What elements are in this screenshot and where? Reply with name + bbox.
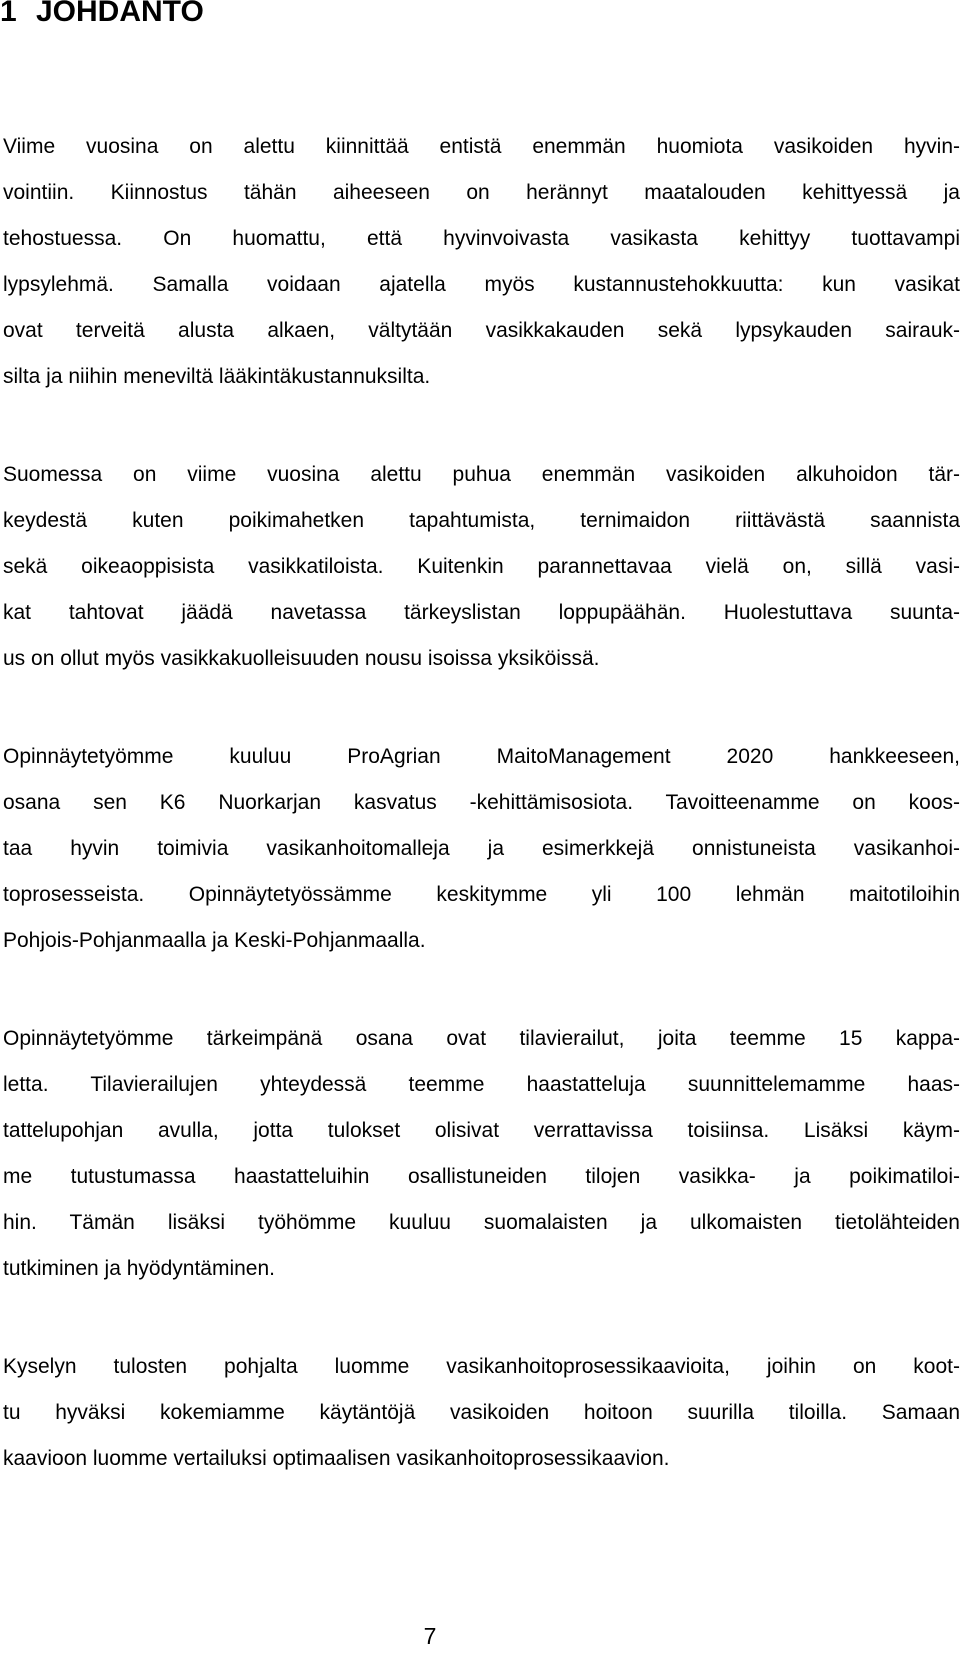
- paragraph-line: Suomessa on viime vuosina alettu puhua enemmän vasikoiden alkuhoidon tär-: [3, 463, 960, 486]
- paragraph-line: tu hyväksi kokemiamme käytäntöjä vasikoiden hoitoon suurilla tiloilla. Samaan: [3, 1401, 960, 1424]
- paragraph-line: tutkiminen ja hyödyntäminen.: [3, 1257, 275, 1280]
- paragraph-line: lypsylehmä. Samalla voidaan ajatella myös kustannustehokkuutta: kun vasikat: [3, 273, 960, 296]
- paragraph-line: Opinnäytetyömme kuuluu ProAgrian MaitoManagement 2020 hankkeeseen,: [3, 745, 960, 768]
- paragraph-line: Opinnäytetyömme tärkeimpänä osana ovat tilavierailut, joita teemme 15 kappa-: [3, 1027, 960, 1050]
- paragraph-line: kat tahtovat jäädä navetassa tärkeyslistan loppupäähän. Huolestuttava suunta-: [3, 601, 960, 624]
- paragraph-line: toprosesseista. Opinnäytetyössämme keskitymme yli 100 lehmän maitotiloihin: [3, 883, 960, 906]
- body-text: [0, 124, 960, 1534]
- paragraph-line: osana sen K6 Nuorkarjan kasvatus -kehittämisosiota. Tavoitteenamme on koos-: [3, 791, 960, 814]
- paragraph: [3, 734, 960, 964]
- page-number: 7: [423, 1623, 437, 1649]
- paragraph-line: Viime vuosina on alettu kiinnittää entistä enemmän huomiota vasikoiden hyvin-: [3, 135, 960, 158]
- paragraph-line: us on ollut myös vasikkakuolleisuuden nousu isoissa yksiköissä.: [3, 647, 600, 670]
- chapter-number: 1: [0, 0, 17, 28]
- paragraph: [3, 1016, 960, 1292]
- paragraph-line: me tutustumassa haastatteluihin osallistuneiden tilojen vasikka- ja poikimatiloi-: [3, 1165, 960, 1188]
- paragraph-line: hin. Tämän lisäksi työhömme kuuluu suomalaisten ja ulkomaisten tietolähteiden: [3, 1211, 960, 1234]
- paragraph-line: vointiin. Kiinnostus tähän aiheeseen on herännyt maatalouden kehittyessä ja: [3, 181, 960, 204]
- paragraph: [3, 452, 960, 682]
- paragraph-line: keydestä kuten poikimahetken tapahtumista, ternimaidon riittävästä saannista: [3, 509, 960, 532]
- paragraph-line: tehostuessa. On huomattu, että hyvinvoivasta vasikasta kehittyy tuottavampi: [3, 227, 960, 250]
- paragraph-line: sekä oikeaoppisista vasikkatiloista. Kuitenkin parannettavaa vielä on, sillä vasi-: [3, 555, 960, 578]
- paragraph-line: letta. Tilavierailujen yhteydessä teemme haastatteluja suunnittelemamme haas-: [3, 1073, 960, 1096]
- paragraph-line: Pohjois-Pohjanmaalla ja Keski-Pohjanmaalla.: [3, 929, 426, 952]
- chapter-title: JOHDANTO: [36, 0, 204, 28]
- paragraph-line: kaavioon luomme vertailuksi optimaalisen vasikanhoitoprosessikaavion.: [3, 1447, 670, 1470]
- paragraph-line: ovat terveitä alusta alkaen, vältytään vasikkakauden sekä lypsykauden sairauk-: [3, 319, 960, 342]
- paragraph-line: tattelupohjan avulla, jotta tulokset olisivat verrattavissa toisiinsa. Lisäksi käym-: [3, 1119, 960, 1142]
- paragraph-line: silta ja niihin meneviltä lääkintäkustannuksilta.: [3, 365, 431, 388]
- paragraph: [3, 124, 960, 400]
- paragraph-line: taa hyvin toimivia vasikanhoitomalleja ja esimerkkejä onnistuneista vasikanhoi-: [3, 837, 960, 860]
- paragraph: [3, 1344, 960, 1482]
- chapter-heading: [0, 0, 204, 30]
- paragraph-line: Kyselyn tulosten pohjalta luomme vasikanhoitoprosessikaavioita, joihin on koot-: [3, 1355, 960, 1378]
